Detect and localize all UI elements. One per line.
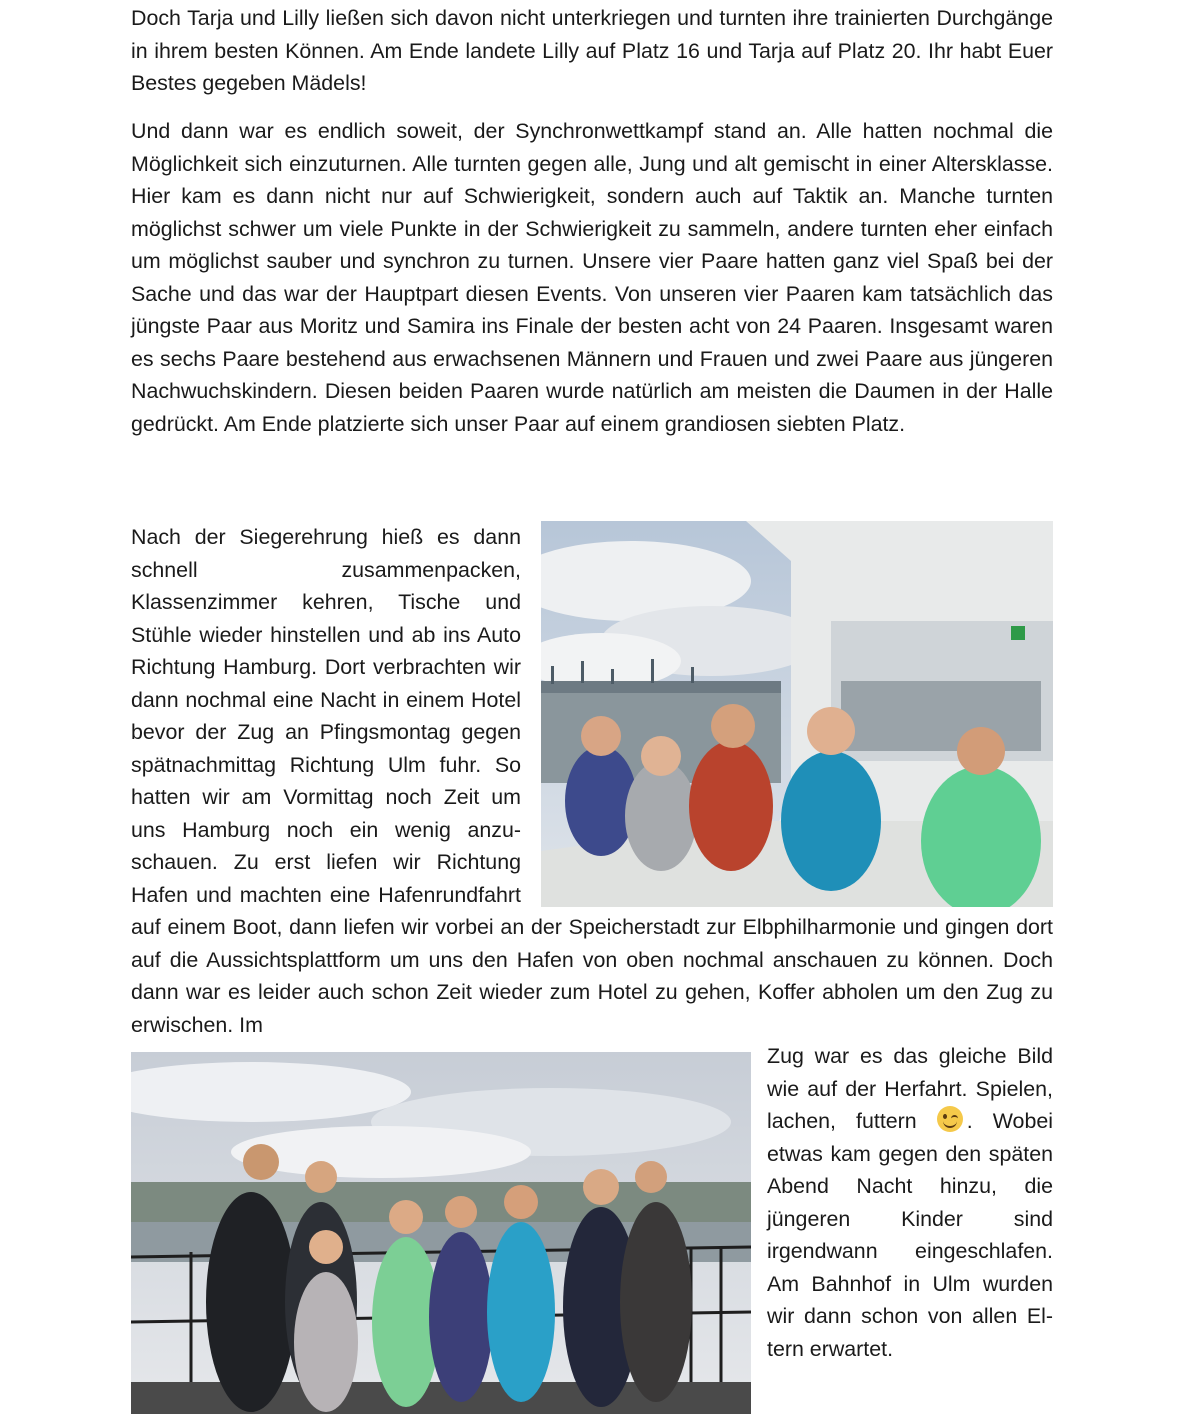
- boat-tour-photo: [541, 521, 1053, 907]
- text-block-return: [131, 1040, 1053, 1414]
- paragraph-results: Doch Tarja und Lilly ließen sich davon nicht unterkriegen und turnten ihre trainierten Durchgänge in ihrem besten Können. Am Ende landete Lilly auf Platz 16 und Tarja auf Platz 20. Ihr habt Euer Bestes gegeben Mädels!: [131, 6, 1053, 95]
- document-page: [131, 0, 1053, 1411]
- text-block-hamburg: [131, 521, 1053, 1041]
- paragraph-return-journey: Zug war es das gleiche Bild wie auf der Herfahrt. Spielen, lachen, futtern . Wobei etwas kam gegen den späten Abend Nacht hinzu, die jüngeren Kinder sind irgendwann eingeschlafen. Am Bahnhof in Ulm wurden wir dann schon von allen Eltern erwartet.: [767, 1044, 1053, 1361]
- paragraph-hamburg-trip: Nach der Siegerehrung hieß es dann schnell zusammenpacken, Klassenzimmer kehren, Tische und Stühle wieder hinstellen und ab ins Auto Richtung Hamburg. Dort verbrachten wir dann nochmal eine Nacht in einem Hotel bevor der Zug an Pfingsmontag gegen spätnachmittag Richtung Ulm fuhr. So hatten wir am Vormittag noch Zeit um uns Hamburg noch ein wenig anzuschauen. Zu erst liefen wir Richtung Hafen und machten eine Hafenrundfahrt auf einem Boot, dann liefen wir vorbei an der Speicherstadt zur Elbphilharmonie und gingen dort auf die Aussichtsplattform um uns den Hafen von oben nochmal anschauen zu können. Doch dann war es leider auch schon Zeit wieder zum Hotel zu gehen, Koffer abholen um den Zug zu erwischen. Im: [131, 525, 1053, 1037]
- winking-face-icon: [937, 1106, 963, 1132]
- group-photo-elbphilharmonie: [131, 1052, 751, 1414]
- paragraph-synchro-competition: Und dann war es endlich soweit, der Synchronwettkampf stand an. Alle hatten nochmal die Möglichkeit sich einzuturnen. Alle turnten gegen alle, Jung und alt gemischt in einer Altersklasse. Hier kam es dann nicht nur auf Schwierigkeit, sondern auch auf Taktik an. Manche turnten möglichst schwer um viele Punkte in der Schwierigkeit zu sammeln, andere turnten eher einfach um möglichst sauber und synchron zu turnen. Unsere vier Paare hatten ganz viel Spaß bei der Sache und das war der Hauptpart diesen Events. Von unseren vier Paaren kam tatsächlich das jüngste Paar aus Moritz und Samira ins Finale der besten acht von 24 Paaren. Insgesamt waren es sechs Paare bestehend aus erwachsenen Männern und Frauen und zwei Paare aus jüngeren Nachwuchskindern. Diesen beiden Paaren wurde natürlich am meisten die Daumen in der Halle gedrückt. Am Ende platzierte sich unser Paar auf einem grandiosen siebten Platz.: [131, 119, 1053, 436]
